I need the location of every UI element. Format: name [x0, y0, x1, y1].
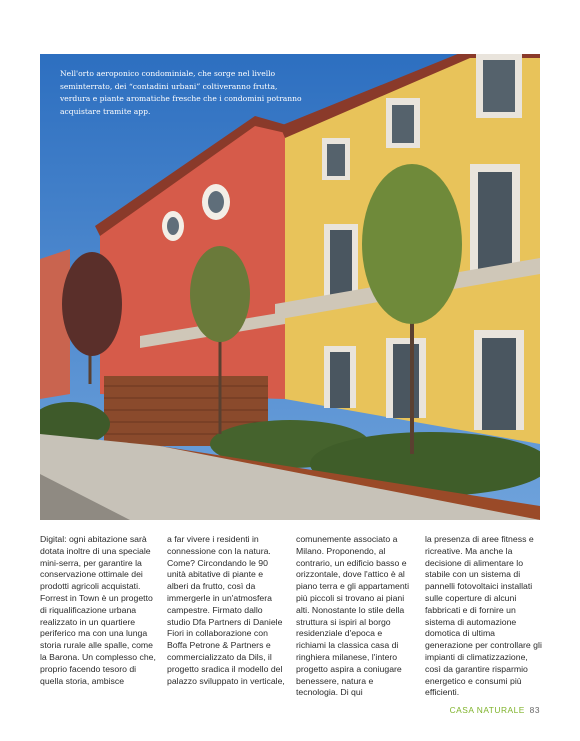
article-photo: [40, 54, 540, 520]
column-3-text: comunemente associato a Milano. Proponendo, al contrario, un edificio basso e orizzontale, dove l'attico è al piano terra e gli appartamenti più piccoli si trovano ai piani alti. Nonostante lo stile della struttura si ispiri al borgo residenziale d'epoca e richiami la classica casa di ringhiera milanese, l'intero progetto aspira a coniugare benessere, natura e tecnologia. Di qui: [296, 534, 410, 698]
article-column-2: [167, 534, 285, 687]
article-column-1: [40, 534, 158, 687]
column-4-text: la presenza di aree fitness e ricreative. Ma anche la decisione di alimentare lo stabile con un sistema di pannelli fotovoltaici installati sulle coperture di alcuni fabbricati e di fornire un sistema di automazione domotica di ultima generazione per controllare gli impianti di climatizzazione, così da garantire risparmio energetico e consumi più efficienti.: [425, 534, 542, 698]
page-number: 83: [529, 705, 540, 715]
photo-caption: Nell'orto aeroponico condominiale, che sorge nel livello seminterrato, dei “contadini urbani” coltiveranno frutta, verdura e piante aromatiche fresche che i condomini potranno acquistare tramite app.: [60, 69, 302, 116]
building-illustration: [40, 54, 540, 520]
column-2-text: a far vivere i residenti in connessione con la natura. Come? Circondando le 90 unità abitative di piante e alberi da frutto, così da immergerle in un'atmosfera campestre. Firmato dallo studio Dfa Partners di Daniele Fiori in collaborazione con Boffa Petrone & Partners e commercializzato da Dils, il progetto sradica il modello del palazzo sviluppato in verticale,: [167, 534, 285, 686]
article-column-4: [425, 534, 543, 699]
magazine-name: CASA NATURALE: [449, 705, 525, 715]
article-body: [40, 534, 540, 704]
article-column-3: [296, 534, 414, 699]
page-footer: [450, 705, 540, 715]
column-1-text: Digital: ogni abitazione sarà dotata inoltre di una speciale mini-serra, per garantire la conservazione ottimale dei prodotti agricoli acquistati. Forrest in Town è un progetto di riqualificazione urbana realizzato in un quartiere periferico ma con una lunga storia rurale alle spalle, come la Barona. Un complesso che, proprio facendo tesoro di quella storia, ambisce: [40, 534, 156, 686]
